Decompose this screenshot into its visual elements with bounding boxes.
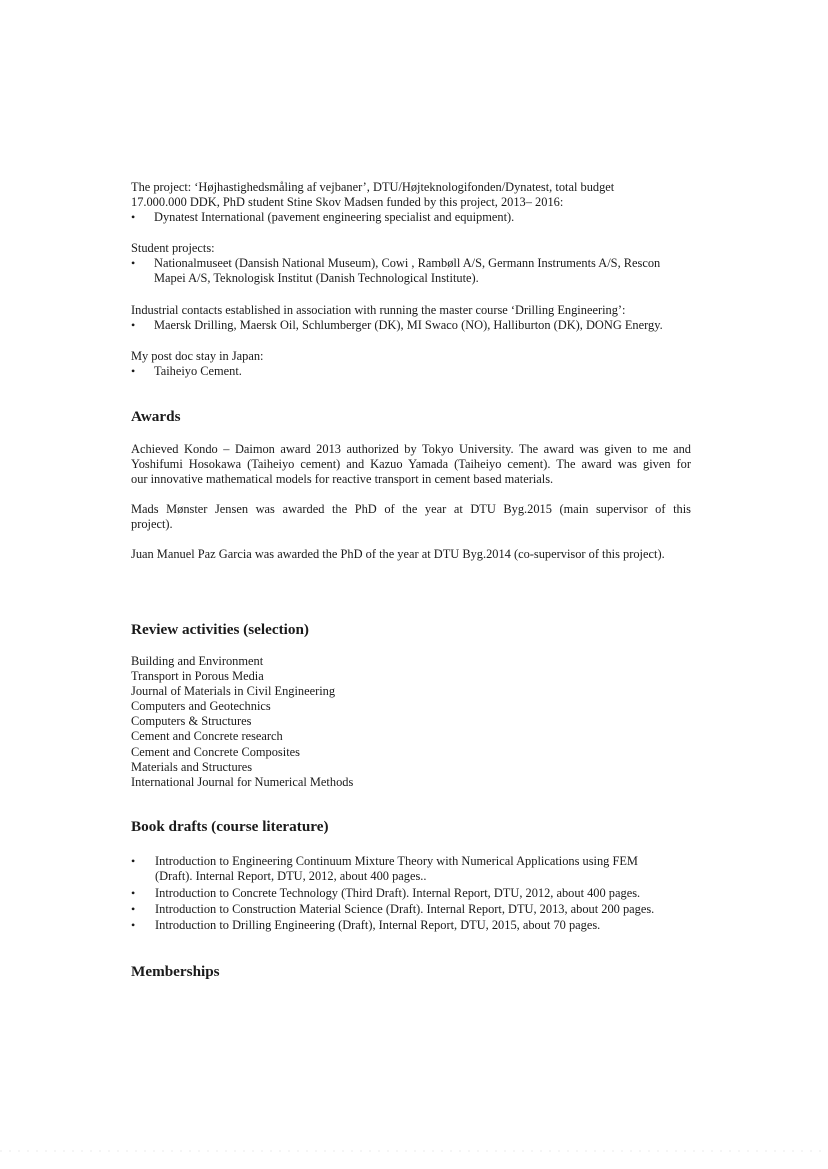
list-item <box>131 854 701 884</box>
review-item: Building and Environment <box>131 654 264 668</box>
list-item-text: Dynatest International (pavement engineering specialist and equipment). <box>154 210 515 224</box>
list-item-text: Maersk Drilling, Maersk Oil, Schlumberger (DK), MI Swaco (NO), Halliburton (DK), DONG Energy. <box>154 318 663 332</box>
list-item <box>131 318 711 333</box>
review-heading: Review activities (selection) <box>131 621 309 638</box>
bullet-icon: • <box>131 210 136 224</box>
postdoc-section <box>131 349 691 379</box>
list-item <box>131 210 691 225</box>
review-list <box>131 654 691 790</box>
industrial-contacts-section <box>131 303 711 333</box>
industrial-heading: Industrial contacts established in association with running the master course ‘Drilling Engineering’: <box>131 303 626 317</box>
list-item <box>131 364 691 379</box>
list-item-text-line-2: Mapei A/S, Teknologisk Institut (Danish Technological Institute). <box>154 271 479 285</box>
book-item-2: Introduction to Concrete Technology (Third Draft). Internal Report, DTU, 2012, about 400 pages. <box>155 886 641 900</box>
bullet-icon: • <box>131 318 136 332</box>
review-item: Materials and Structures <box>131 759 253 774</box>
student-projects-list <box>131 256 691 286</box>
review-item: Computers & Structures <box>131 714 252 729</box>
project-paragraph <box>131 180 691 225</box>
review-item: Journal of Materials in Civil Engineering <box>131 684 336 699</box>
review-item: Cement and Concrete Composites <box>131 744 300 759</box>
memberships-heading: Memberships <box>131 963 220 980</box>
review-item: Transport in Porous Media <box>131 669 264 684</box>
list-item-text: Taiheiyo Cement. <box>154 364 242 378</box>
bullet-icon: • <box>131 256 136 270</box>
project-bullet-list <box>131 210 691 225</box>
award-p1-line-3: our innovative mathematical models for reactive transport in cement based materials. <box>131 472 554 486</box>
book-item-1-line-1: Introduction to Engineering Continuum Mixture Theory with Numerical Applications using FEM <box>155 854 638 868</box>
list-item <box>131 886 701 901</box>
list-item <box>131 902 701 917</box>
review-item: International Journal for Numerical Methods <box>131 774 354 789</box>
award-p2-line-2: project). <box>131 517 173 531</box>
industrial-list <box>131 318 711 333</box>
postdoc-heading: My post doc stay in Japan: <box>131 349 264 363</box>
list-item <box>131 918 701 933</box>
list-item-text-line-1: Nationalmuseet (Dansish National Museum), Cowi , Rambøll A/S, Germann Instruments A/S, Rescon <box>154 256 661 270</box>
postdoc-list <box>131 364 691 379</box>
award-paragraph-2 <box>131 502 691 532</box>
award-paragraph-3: Juan Manuel Paz Garcia was awarded the PhD of the year at DTU Byg.2014 (co-supervisor of this project). <box>131 547 665 561</box>
award-paragraph-1 <box>131 442 691 487</box>
bullet-icon: • <box>131 886 136 900</box>
award-p2-line-1: Mads Mønster Jensen was awarded the PhD of the year at DTU Byg.2015 (main supervisor of this <box>131 502 691 516</box>
student-projects-section <box>131 241 691 286</box>
bullet-icon: • <box>131 364 136 378</box>
project-line-1: The project: ‘Højhastighedsmåling af vejbaner’, DTU/Højteknologifonden/Dynatest, total budget <box>131 180 615 194</box>
project-line-2: 17.000.000 DDK, PhD student Stine Skov Madsen funded by this project, 2013– 2016: <box>131 195 564 209</box>
book-drafts-section <box>131 854 701 933</box>
book-item-1-line-2: (Draft). Internal Report, DTU, 2012, about 400 pages.. <box>155 869 427 883</box>
book-item-4: Introduction to Drilling Engineering (Draft), Internal Report, DTU, 2015, about 70 pages. <box>155 918 601 932</box>
book-drafts-list <box>131 854 701 933</box>
award-p1-line-1: Achieved Kondo – Daimon award 2013 authorized by Tokyo University. The award was given to me and <box>131 442 691 456</box>
list-item <box>131 256 691 286</box>
bullet-icon: • <box>131 918 136 932</box>
book-drafts-heading: Book drafts (course literature) <box>131 818 329 835</box>
award-p1-line-2: Yoshifumi Hosokawa (Taiheiyo cement) and Kazuo Yamada (Taiheiyo cement). The award was given for <box>131 457 691 471</box>
bullet-icon: • <box>131 902 136 916</box>
book-item-3: Introduction to Construction Material Science (Draft). Internal Report, DTU, 2013, about 200 pages. <box>155 902 655 916</box>
student-projects-heading: Student projects: <box>131 241 215 255</box>
scan-noise-divider <box>0 1150 828 1152</box>
review-item: Cement and Concrete research <box>131 729 283 744</box>
awards-heading: Awards <box>131 408 181 425</box>
bullet-icon: • <box>131 854 136 868</box>
review-item: Computers and Geotechnics <box>131 699 271 714</box>
